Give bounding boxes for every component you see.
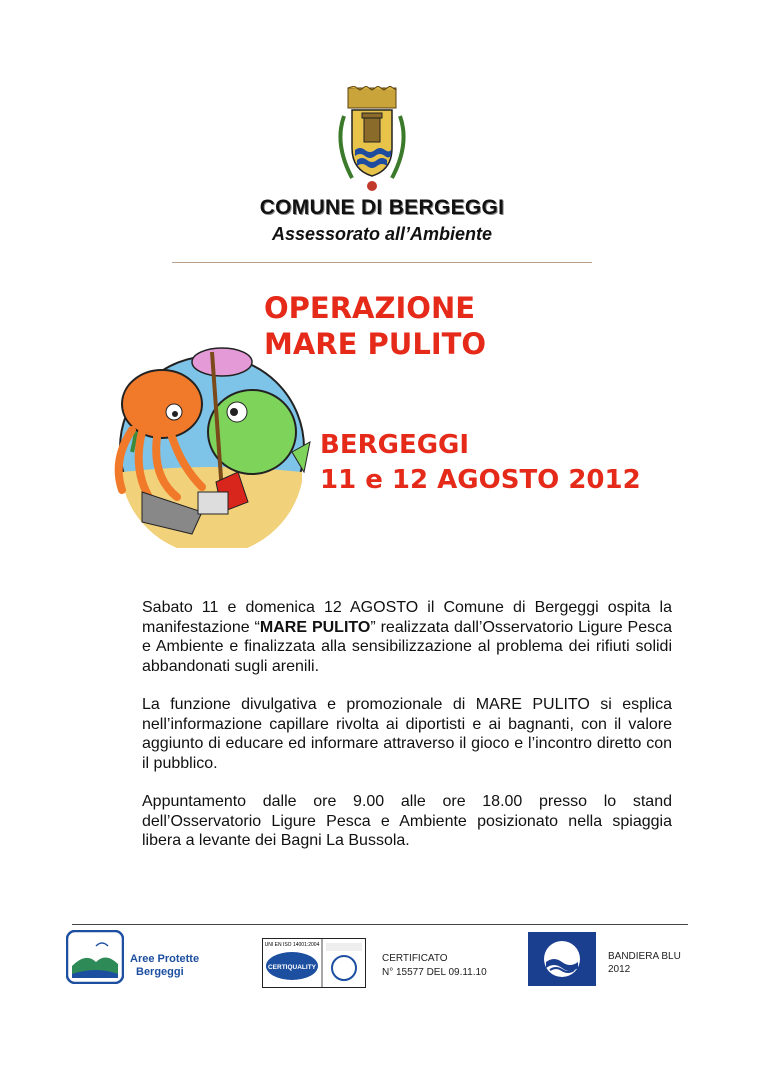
aree-protette-line1: Aree Protette: [130, 953, 200, 965]
bandiera-blu-logo: [528, 932, 596, 986]
footer-divider: [72, 924, 688, 925]
certiquality-badge: [262, 938, 366, 988]
paragraph-1: Sabato 11 e domenica 12 AGOSTO il Comune di Bergeggi ospita la manifestazione “MARE PULITO” realizzata dall’Osservatorio Ligure Pesca e Ambiente e finalizzata alla sensibilizzazione al problema dei rifiuti solidi abbandonati sugli arenili.: [142, 599, 673, 675]
paragraph-2: La funzione divulgativa e promozionale di MARE PULITO si esplica nell’informazione capillare rivolta ai diportisti e ai bagnanti, con il valore aggiunto di educare ed informare attraverso il gioco e l’incontro diretto con il pubblico.: [142, 696, 672, 772]
comune-title: COMUNE DI BERGEGGI: [259, 196, 505, 219]
event-place-date: [320, 428, 641, 498]
certificato-number: N° 15577 DEL 09.11.10: [382, 967, 487, 978]
mascot-illustration: [112, 342, 312, 548]
bandiera-blu-year: 2012: [608, 964, 631, 975]
aree-protette-text: [130, 953, 199, 979]
certificato-text: [382, 952, 487, 980]
body-text: [142, 598, 672, 870]
assessorato-subtitle: Assessorato all’Ambiente: [271, 224, 493, 244]
cert-badge-top: UNI EN ISO 14001:2004: [264, 942, 320, 948]
aree-protette-logo: [66, 930, 124, 984]
coat-of-arms-logo: [330, 86, 414, 198]
header-divider: [172, 262, 592, 263]
event-place: BERGEGGI: [320, 430, 470, 460]
bandiera-blu-label: BANDIERA BLU: [608, 951, 681, 962]
mare-pulito-bold: MARE PULITO: [259, 618, 371, 636]
event-title-line1: OPERAZIONE: [264, 291, 476, 325]
aree-protette-line2: Bergeggi: [136, 966, 184, 978]
event-title-line2: MARE PULITO: [264, 327, 487, 361]
event-dates: 11 e 12 AGOSTO 2012: [320, 465, 641, 495]
paragraph-3: Appuntamento dalle ore 9.00 alle ore 18.00 presso lo stand dell’Osservatorio Ligure Pesca e Ambiente posizionato nella spiaggia libera a levante dei Bagni La Bussola.: [142, 793, 672, 849]
cert-badge-name: CERTIQUALITY: [267, 964, 317, 971]
bandiera-blu-text: [608, 950, 681, 976]
certificato-label: CERTIFICATO: [382, 953, 448, 964]
